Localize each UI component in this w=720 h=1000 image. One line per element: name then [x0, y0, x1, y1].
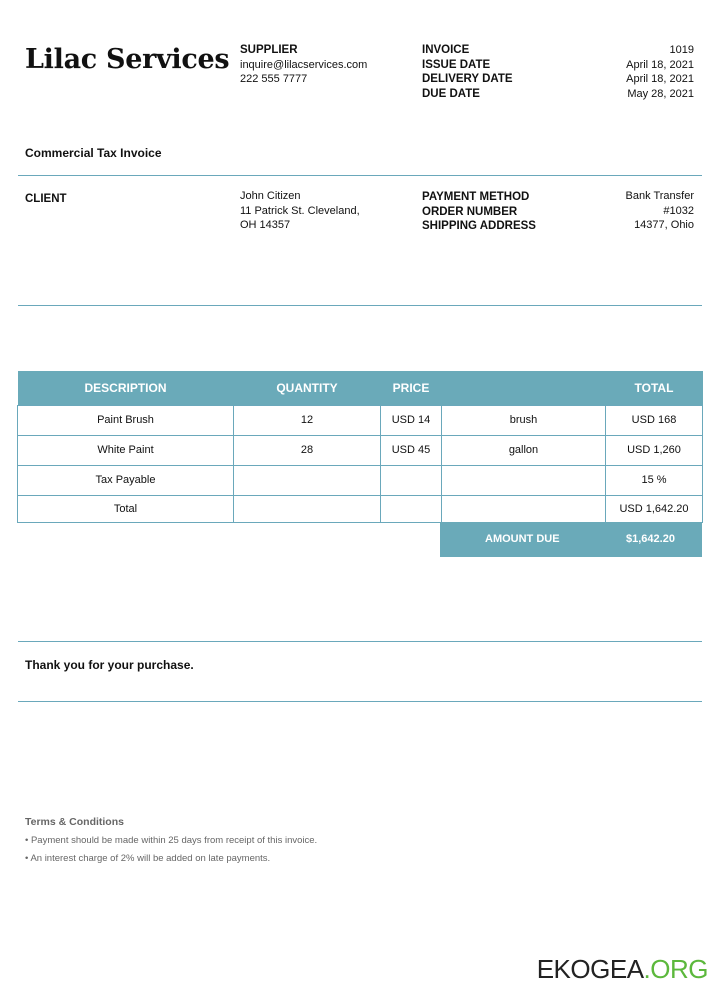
client-address-line: 11 Patrick St. Cleveland, — [240, 204, 360, 217]
cell-price: USD 45 — [381, 435, 442, 465]
amount-due-value: $1,642.20 — [626, 533, 675, 545]
due-date: May 28, 2021 — [627, 87, 694, 100]
watermark-text: EKOGEA — [536, 954, 644, 984]
supplier-phone: 222 555 7777 — [240, 73, 308, 85]
cell-unit — [442, 465, 606, 495]
issue-date-label: ISSUE DATE — [422, 58, 491, 71]
cell-description: Paint Brush — [18, 405, 234, 435]
cell-price — [381, 465, 442, 495]
cell-quantity — [234, 465, 381, 495]
terms-title: Terms & Conditions — [25, 816, 124, 828]
table-row — [18, 405, 703, 435]
order-number-label: ORDER NUMBER — [422, 205, 518, 218]
table-row — [18, 435, 703, 465]
amount-due-box — [440, 522, 702, 557]
table-row — [18, 465, 703, 495]
divider — [18, 305, 702, 306]
cell-description: Total — [18, 495, 234, 522]
document-title: Commercial Tax Invoice — [25, 146, 162, 160]
table-row — [18, 495, 703, 522]
invoice-number: 1019 — [669, 44, 694, 56]
cell-unit: brush — [442, 405, 606, 435]
shipping-address: 14377, Ohio — [634, 219, 694, 231]
watermark-suffix: .ORG — [643, 954, 708, 984]
order-number: #1032 — [663, 204, 694, 217]
client-address — [240, 189, 360, 233]
supplier-block — [240, 43, 367, 87]
company-name: Lilac Services — [25, 44, 230, 75]
payment-method: Bank Transfer — [625, 190, 694, 202]
amount-due-label: AMOUNT DUE — [485, 533, 560, 545]
supplier-label: SUPPLIER — [240, 44, 298, 56]
client-label: CLIENT — [25, 193, 67, 205]
cell-unit: gallon — [442, 435, 606, 465]
terms-item: • An interest charge of 2% will be added on late payments. — [25, 853, 271, 864]
delivery-date-label: DELIVERY DATE — [422, 73, 513, 85]
payment-method-label: PAYMENT METHOD — [422, 191, 530, 203]
thank-you-message: Thank you for your purchase. — [25, 658, 194, 672]
column-header-description: DESCRIPTION — [18, 371, 234, 405]
cell-description: White Paint — [18, 435, 234, 465]
column-header-total: TOTAL — [606, 371, 703, 405]
cell-price — [381, 495, 442, 522]
invoice-meta-values — [554, 43, 694, 101]
column-header-price: PRICE — [381, 371, 442, 405]
cell-total: USD 1,642.20 — [606, 495, 703, 522]
table-header-row — [18, 371, 703, 405]
cell-total: 15 % — [606, 465, 703, 495]
payment-labels — [422, 190, 536, 234]
client-address-line: OH 14357 — [240, 219, 291, 231]
cell-unit — [442, 495, 606, 522]
delivery-date: April 18, 2021 — [626, 73, 694, 85]
cell-total: USD 168 — [606, 405, 703, 435]
invoice-label: INVOICE — [422, 44, 470, 56]
issue-date: April 18, 2021 — [626, 58, 694, 71]
watermark-logo — [537, 954, 708, 985]
cell-price: USD 14 — [381, 405, 442, 435]
terms-item: • Payment should be made within 25 days from receipt of this invoice. — [25, 835, 318, 846]
supplier-email: inquire@lilacservices.com — [240, 58, 368, 71]
due-date-label: DUE DATE — [422, 87, 480, 100]
shipping-address-label: SHIPPING ADDRESS — [422, 220, 536, 232]
divider — [18, 701, 702, 702]
cell-total: USD 1,260 — [606, 435, 703, 465]
cell-description: Tax Payable — [18, 465, 234, 495]
invoice-meta-labels — [422, 43, 513, 101]
line-items-table — [17, 371, 703, 523]
divider — [18, 641, 702, 642]
client-address-line: John Citizen — [240, 190, 301, 202]
divider — [18, 175, 702, 176]
column-header-quantity: QUANTITY — [234, 371, 381, 405]
cell-quantity — [234, 495, 381, 522]
column-header-unit — [442, 371, 606, 405]
payment-values — [554, 189, 694, 233]
cell-quantity: 12 — [234, 405, 381, 435]
cell-quantity: 28 — [234, 435, 381, 465]
